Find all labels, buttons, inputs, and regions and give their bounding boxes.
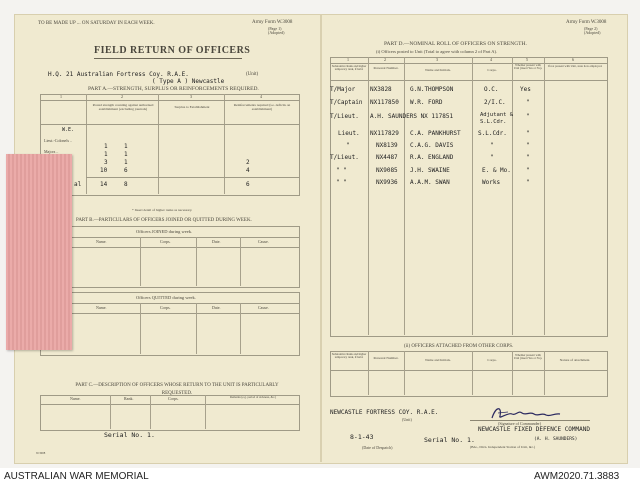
quitted-title: Officers QUITTED during week. (136, 295, 196, 300)
number-cell: NX8139 (376, 142, 398, 149)
part-d-heading: PART D.—NOMINAL ROLL OF OFFICERS ON STRENGTH. (384, 41, 527, 47)
col-divider (140, 303, 141, 354)
col-divider (224, 94, 225, 194)
rank-cell: T/Captain (330, 99, 363, 106)
form-number-right: Army Form W.3008 (566, 20, 607, 25)
signer-name: (A. H. SAUNDERS) (534, 437, 578, 442)
unit-footer: NEWCASTLE FORTRESS COY. R.A.E. (330, 409, 439, 416)
col-header: Remarks (e.g. period of sickness, &c.) (229, 395, 277, 399)
we-label: W.E. (62, 127, 75, 133)
header-divider (330, 370, 607, 371)
footnote-a: * Insert detail of higher ranks as necessary. (132, 208, 193, 212)
rank-cell: " " (336, 167, 347, 174)
quitted-table (40, 292, 300, 356)
col-divider (140, 237, 141, 286)
number-cell: NX117829 (370, 130, 399, 137)
col-header: Name. (96, 239, 107, 244)
corps-cell: " (490, 154, 494, 161)
center-fold (320, 14, 322, 462)
col-header: Nature of attachment. (559, 358, 591, 362)
col-divider (158, 94, 159, 194)
command-text: NEWCASTLE FIXED DEFENCE COMMAND (478, 426, 590, 433)
rank-cell: T/Lieut. (330, 113, 359, 120)
col3-header: Surplus to Establishment (174, 105, 210, 109)
corps-cell: Works (482, 179, 501, 186)
rank-row-label: Lieut.-Colonels .. (44, 138, 72, 143)
rank-row-label: Majors .. (44, 149, 59, 154)
row-divider (40, 247, 299, 248)
part-c-heading: PART C.—DESCRIPTION OF OFFICERS WHOSE RETURN TO THE UNIT IS PARTICULARLY REQUESTED. (75, 383, 279, 396)
col-num: 1 (347, 57, 349, 62)
present-cell: " (526, 154, 530, 161)
col-header: Date. (212, 239, 221, 244)
present-cell: " (526, 167, 530, 174)
corps-cell: S.L.Cdr. (478, 130, 507, 137)
cell-value: 2 (246, 159, 250, 166)
row-divider (40, 313, 299, 314)
total-value: 6 (246, 181, 250, 188)
col-divider (205, 395, 206, 429)
attached-heading: (ii) OFFICERS ATTACHED FROM OTHER CORPS. (404, 344, 514, 349)
col-header: Name and Initials. (425, 68, 451, 72)
title-underline (94, 58, 242, 59)
form-number-left: Army Form W.3008 (252, 20, 293, 25)
despatch-date: 8-1-43 (350, 433, 374, 441)
col-header: Corps. (168, 396, 179, 401)
col-divider (110, 395, 111, 429)
col-num: 5 (526, 57, 528, 62)
archive-caption: AUSTRALIAN WAR MEMORIAL (4, 471, 149, 482)
col-divider (404, 351, 405, 395)
bde-label: (Bde., Divn. Independent Station of Unit, &c.) (470, 445, 536, 449)
col-header: Name. (96, 305, 107, 310)
corps-cell: " (490, 142, 494, 149)
name-cell: R.A. ENGLAND (410, 154, 454, 161)
name-cell: A.A.M. SWAN (410, 179, 450, 186)
rank-cell: Lieut. (338, 130, 360, 137)
joined-title: Officers JOINED during week. (136, 229, 193, 234)
form-sub-right: (Page 2) (Adopted) (584, 26, 601, 35)
row-divider (40, 100, 299, 101)
col-num: 4 (490, 57, 492, 62)
corps-cell: 2/I.C. (484, 99, 506, 106)
col-header: Personal Number. (373, 66, 399, 70)
number-cell: NX117850 (370, 99, 399, 106)
row-divider (40, 303, 299, 304)
col2-header: Posted strength counting against authorised establishment (excluding journals) (92, 103, 154, 111)
present-cell: Yes (520, 86, 531, 93)
part-d-sub: (i) Officers posted to Unit (Total to agree with column 2 of Part A). (376, 49, 498, 54)
col-header: Corps. (487, 68, 497, 72)
row-divider (40, 124, 299, 125)
col4-header: Reinforcements required (i.e. deficits on establishment) (233, 103, 291, 111)
col-divider (368, 57, 369, 335)
col-header: Personal Number. (373, 356, 399, 360)
form-sub-left: (Page 1) (Adopted) (268, 26, 285, 35)
col-divider (472, 351, 473, 395)
col-divider (196, 303, 197, 354)
col-divider (150, 395, 151, 429)
rank-cell: " (346, 142, 350, 149)
col-header: Substantive Rank and higher temporary rank, if held. (331, 64, 367, 71)
col-header: Corps. (487, 358, 497, 362)
col-header: If not present with Unit, state how employed. (547, 64, 603, 68)
col-divider (512, 57, 513, 335)
col-header: Whether present with Unit (insert Yes or No). (513, 63, 543, 70)
name-cell: A.H. SAUNDERS NX 117851 (370, 113, 454, 120)
total-rule (86, 177, 299, 178)
name-cell: W.R. FORD (410, 99, 443, 106)
corps-cell: O.C. (484, 86, 499, 93)
corps-cell: E. & Mo. (482, 167, 511, 174)
col-num: 3 (190, 94, 192, 99)
unit-footer-label: (Unit) (402, 417, 412, 422)
rank-cell: T/Major (330, 86, 356, 93)
name-cell: C.A.G. DAVIS (410, 142, 454, 149)
footer-code: W.3008 (36, 451, 46, 455)
joined-table (40, 226, 300, 288)
name-cell: J.H. SWAINE (410, 167, 450, 174)
cell-value: 6 (124, 167, 128, 174)
row-divider (40, 404, 299, 405)
part-a-heading: PART A.—STRENGTH, SURPLUS OR REINFORCEMENTS REQUIRED. (88, 86, 259, 92)
corps-cell: Adjutant & S.L.Cdr. (480, 112, 514, 126)
col-divider (86, 94, 87, 194)
col-header: Corps. (160, 305, 171, 310)
top-note: TO BE MADE UP ... ON SATURDAY IN EACH WEEK. (38, 21, 155, 26)
col-divider (240, 303, 241, 354)
col-num: 4 (260, 94, 262, 99)
col-header: Cause. (258, 305, 269, 310)
col-header: Name and Initials. (425, 358, 451, 362)
serial-number-right: Serial No. 1. (424, 436, 475, 444)
unit-label: (Unit) (246, 72, 259, 77)
row-divider (40, 237, 299, 238)
col-header: Cause. (258, 239, 269, 244)
catalogue-number: AWM2020.71.3883 (534, 471, 620, 482)
col-header: Corps. (160, 239, 171, 244)
present-cell: " (526, 142, 530, 149)
present-cell: " (526, 130, 530, 137)
unit-line: H.Q. 21 Australian Fortress Coy. R.A.E. (48, 71, 189, 78)
serial-number-left: Serial No. 1. (104, 431, 155, 439)
col-header: Name. (70, 396, 81, 401)
col-divider (472, 57, 473, 335)
number-cell: NX3828 (370, 86, 392, 93)
col-divider (240, 237, 241, 286)
part-b-heading: PART B.—PARTICULARS OF OFFICERS JOINED OR QUITTED DURING WEEK. (76, 218, 252, 223)
present-cell: " (526, 179, 530, 186)
col-num: 6 (572, 57, 574, 62)
total-value: 14 (100, 181, 108, 188)
col-divider (196, 237, 197, 286)
pink-tag-label (6, 154, 72, 350)
total-value: 8 (124, 181, 128, 188)
cell-value: 1 (124, 143, 128, 150)
present-cell: " (526, 113, 530, 120)
name-cell: G.N.THOMPSON (410, 86, 454, 93)
number-cell: NX4487 (376, 154, 398, 161)
col-header: Whether present with Unit (insert Yes or No). (513, 353, 543, 360)
cell-value: 10 (100, 167, 108, 174)
name-cell: C.A. PANKHURST (410, 130, 461, 137)
header-divider (330, 80, 607, 81)
total-prefix: al (74, 181, 82, 188)
cell-value: 1 (104, 143, 108, 150)
cell-value: 1 (124, 159, 128, 166)
number-cell: NX9085 (376, 167, 398, 174)
rank-cell: " " (336, 179, 347, 186)
cell-value: 4 (246, 167, 250, 174)
col-divider (368, 351, 369, 395)
unit-sub: ( Type A ) Newcastle (152, 78, 225, 85)
rank-cell: T/Lieut. (330, 154, 359, 161)
col-num: 1 (60, 94, 62, 99)
col-divider (544, 57, 545, 335)
signature-label: (Signature of Commander) (498, 421, 542, 426)
col-header: Rank. (124, 396, 134, 401)
present-cell: " (526, 99, 530, 106)
cell-value: 3 (104, 159, 108, 166)
cell-value: 1 (124, 151, 128, 158)
col-num: 2 (121, 94, 123, 99)
col-divider (404, 57, 405, 335)
col-header: Date. (212, 305, 221, 310)
page-title: FIELD RETURN OF OFFICERS (94, 45, 251, 56)
col-num: 3 (436, 57, 438, 62)
number-cell: NX9936 (376, 179, 398, 186)
col-divider (544, 351, 545, 395)
col-num: 2 (384, 57, 386, 62)
col-header: Substantive Rank and higher temporary rank, if held. (331, 352, 367, 359)
cell-value: 1 (104, 151, 108, 158)
date-label: (Date of Despatch) (362, 445, 393, 450)
